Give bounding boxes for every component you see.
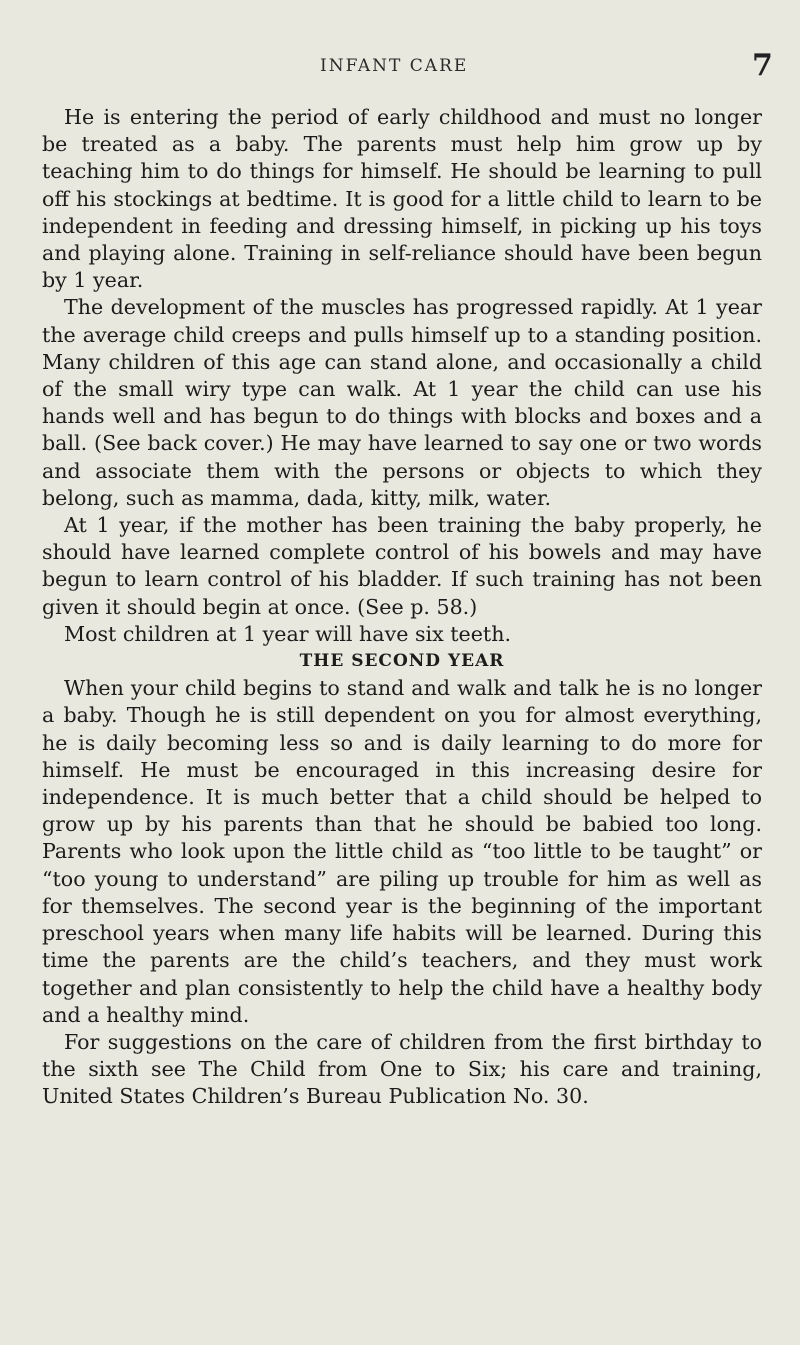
paragraph-teeth: Most children at 1 year will have six teeth. bbox=[64, 621, 511, 646]
paragraph-suggestions: For suggestions on the care of children from the first birthday to the sixth see The Child from One to Six; his care and training, United States Children’s Bureau Publication No. 30. bbox=[42, 1029, 762, 1109]
section-heading: THE SECOND YEAR bbox=[299, 651, 505, 672]
page-body bbox=[42, 104, 762, 1111]
paragraph-early-childhood: He is entering the period of early childhood and must no longer be treated as a baby. The parents must help him grow up by teaching him to do things for himself. He should be learning to pull off his stockings at bedtime. It is good for a little child to learn to be independent in feeding and dressing himself, in picking up his toys and playing alone. Training in self-reliance should have been begun by 1 year. bbox=[42, 105, 762, 293]
running-head: INFANT CARE bbox=[320, 56, 469, 76]
paragraph-second-year: When your child begins to stand and walk and talk he is no longer a baby. Though he is still dependent on you for almost everything, he is daily becoming less so and is daily learning to do more for himself. He must be encouraged in this increasing desire for independence. It is much better that a child should be helped to grow up by his parents than that he should be babied too long. Parents who look upon the little child as “too little to be taught” or “too young to understand” are piling up trouble for him as well as for themselves. The second year is the beginning of the important preschool years when many life habits will be learned. During this time the parents are the child’s teachers, and they must work together and plan consistently to help the child have a healthy body and a healthy mind. bbox=[42, 676, 762, 1027]
paragraph-muscle-development: The development of the muscles has progressed rapidly. At 1 year the average child creeps and pulls himself up to a standing position. Many children of this age can stand alone, and occasionally a child of the small wiry type can walk. At 1 year the child can use his hands well and has begun to do things with blocks and boxes and a ball. (See back cover.) He may have learned to say one or two words and associate them with the persons or objects to which they belong, such as mamma, dada, kitty, milk, water. bbox=[42, 295, 762, 510]
page-number: 7 bbox=[752, 48, 773, 83]
paragraph-bowel-training: At 1 year, if the mother has been training the baby properly, he should have learned complete control of his bowels and may have begun to learn control of his bladder. If such training has not been given it should begin at once. (See p. 58.) bbox=[42, 513, 762, 619]
